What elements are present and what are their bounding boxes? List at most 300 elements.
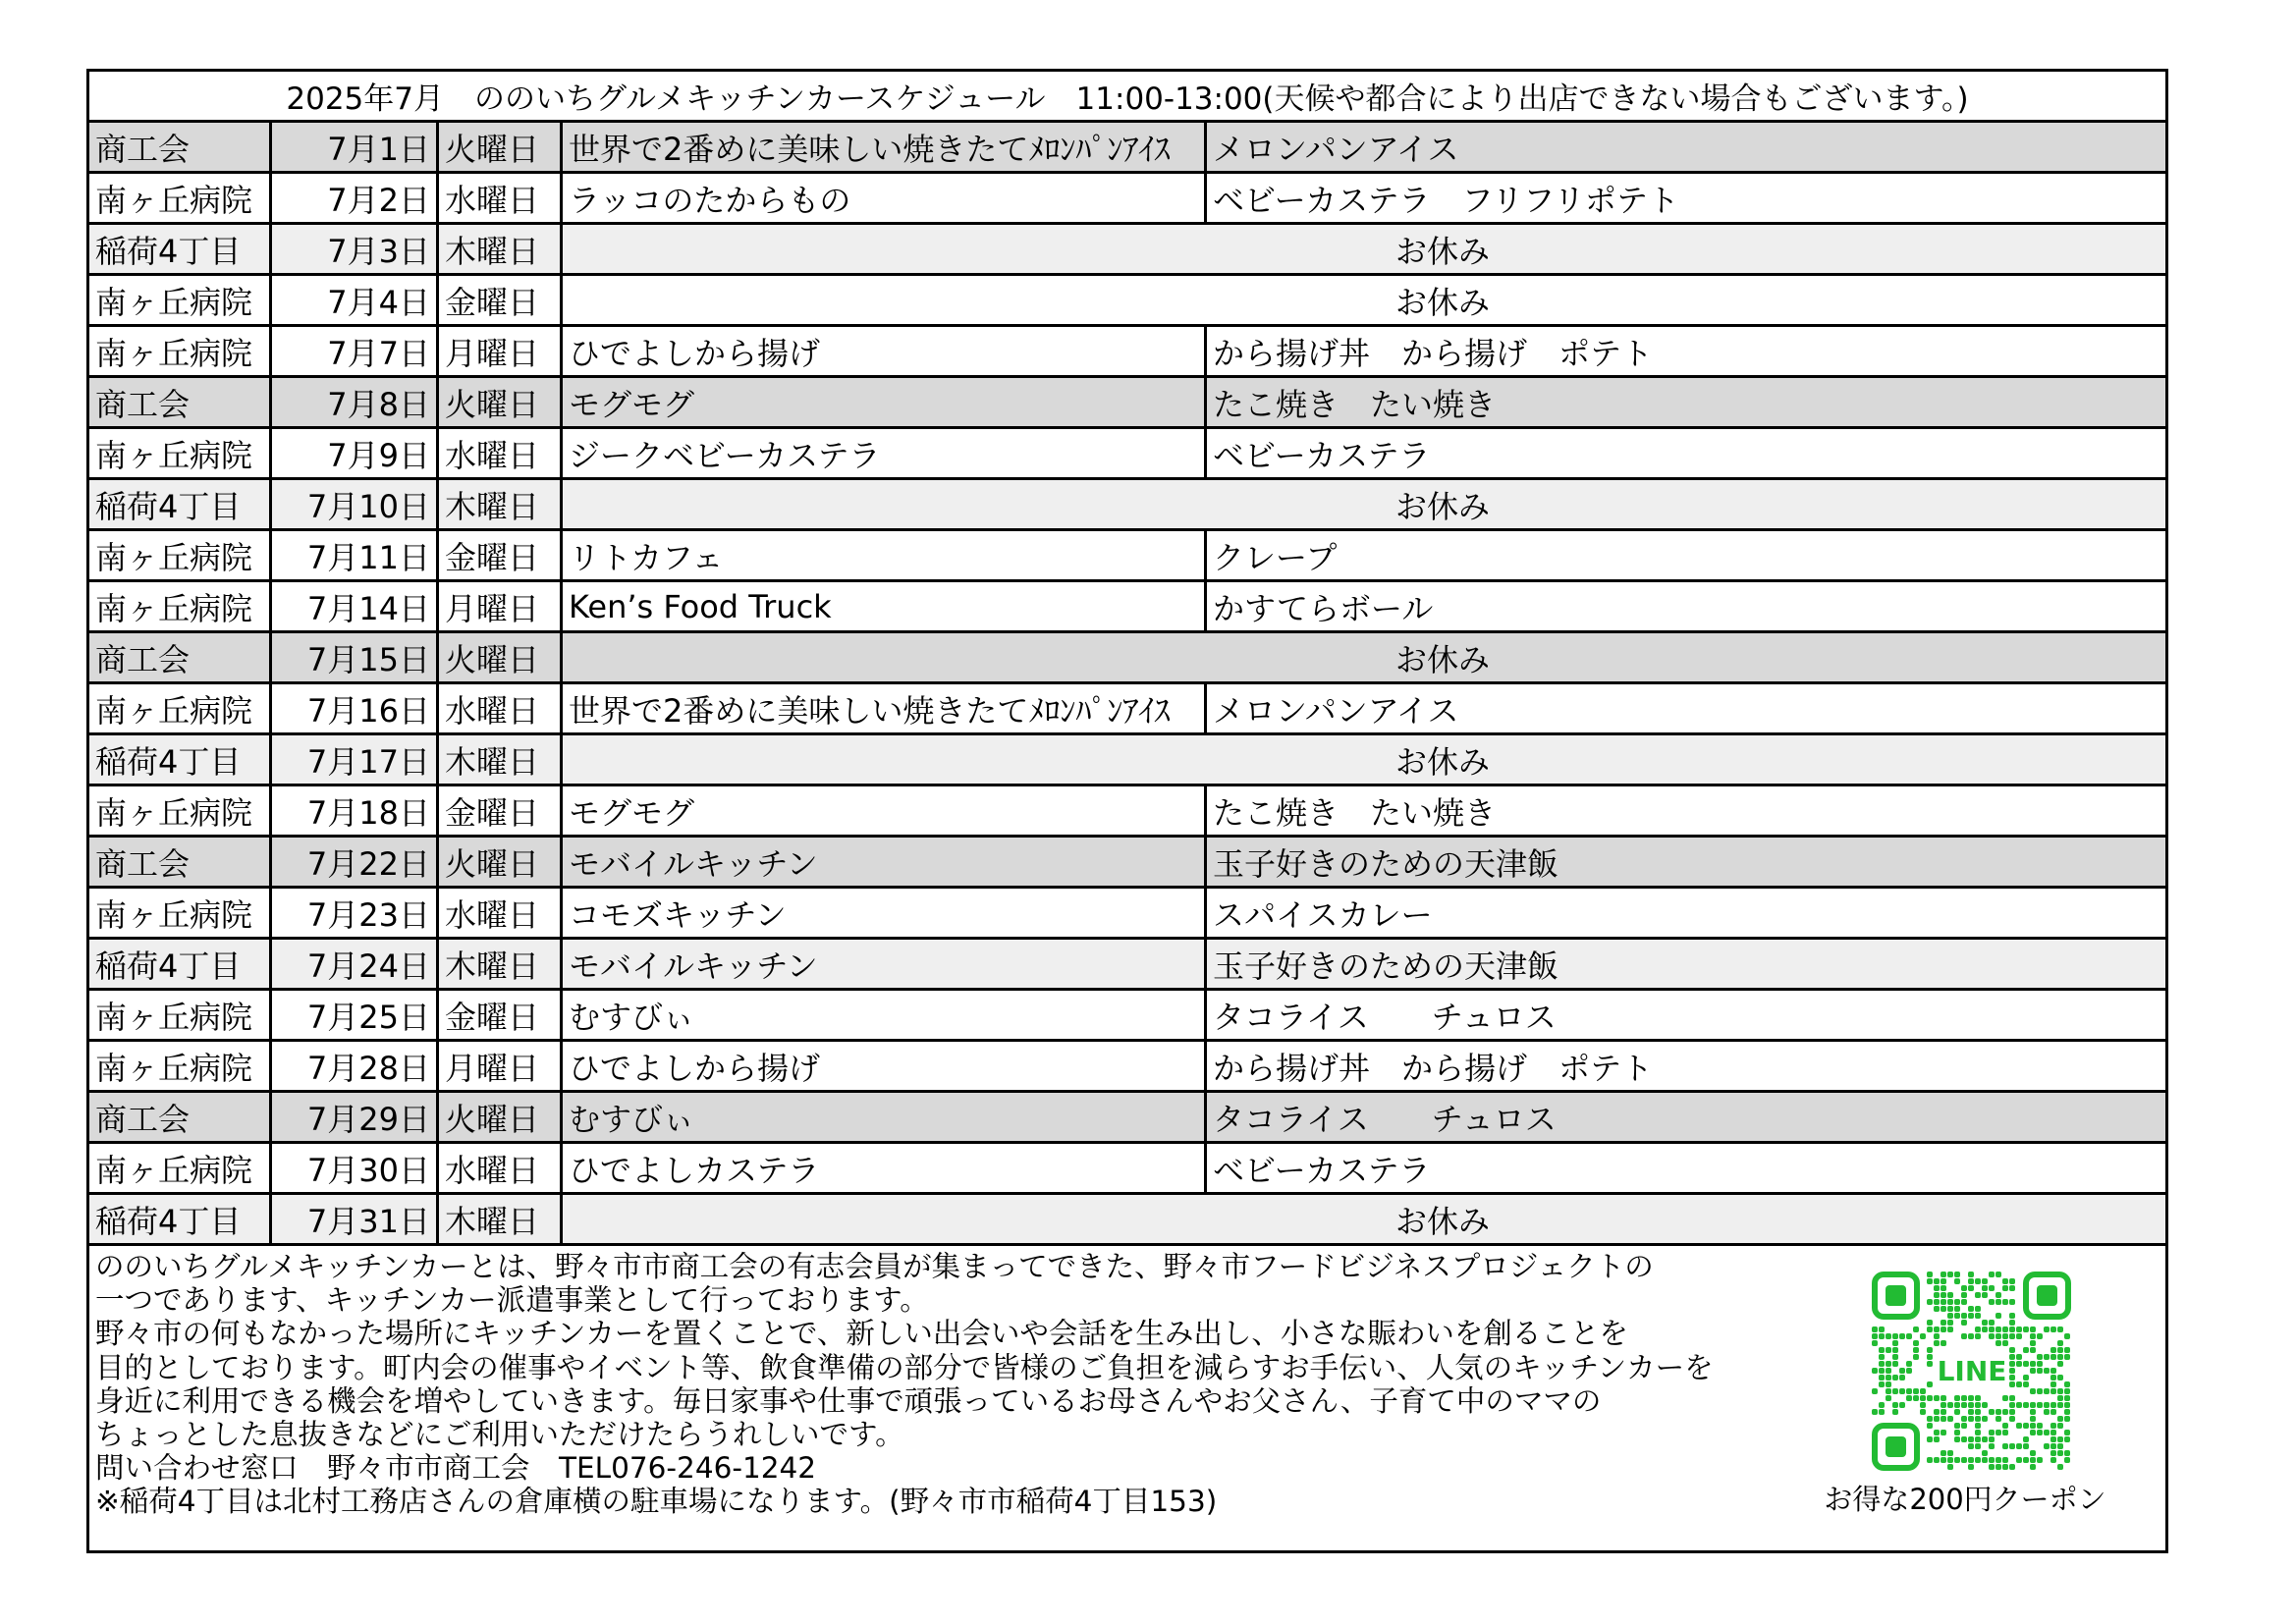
vendor-cell: リトカフェ [563, 531, 1207, 579]
qr-module [1989, 1464, 1995, 1470]
qr-module [2002, 1278, 2008, 1284]
qr-module [1886, 1375, 1891, 1380]
vendor-cell: Ken’s Food Truck [563, 582, 1207, 630]
date-cell: 7月30日 [272, 1144, 439, 1192]
qr-module [2050, 1381, 2056, 1387]
table-row [89, 684, 2165, 735]
qr-module [1927, 1326, 1933, 1332]
weekday-cell: 水曜日 [439, 889, 563, 937]
qr-finder-center [1886, 1436, 1906, 1457]
date-cell: 7月24日 [272, 940, 439, 988]
qr-module [1872, 1340, 1878, 1346]
location-cell: 稲荷4丁目 [89, 225, 272, 273]
qr-module [1934, 1306, 1940, 1312]
date-cell: 7月29日 [272, 1093, 439, 1141]
qr-module [1982, 1326, 1988, 1332]
qr-module [1886, 1361, 1891, 1367]
qr-module [1975, 1430, 1981, 1435]
menu-cell: 玉子好きのための天津飯 [1213, 947, 1559, 985]
qr-module [2002, 1430, 2008, 1435]
qr-module [1954, 1272, 1960, 1277]
qr-module [2023, 1457, 2029, 1463]
qr-module [1913, 1354, 1919, 1360]
vendor-cell: ひでよしから揚げ [563, 1042, 1207, 1090]
vendor-cell: モグモグ [563, 378, 1207, 426]
qr-module [1975, 1443, 1981, 1449]
qr-module [1879, 1375, 1885, 1380]
qr-module [2057, 1354, 2063, 1360]
qr-module [1934, 1416, 1940, 1422]
qr-module [2030, 1464, 2036, 1470]
qr-module [1927, 1416, 1933, 1422]
qr-module [1982, 1292, 1988, 1298]
qr-module [2064, 1409, 2070, 1415]
qr-module [2009, 1464, 2015, 1470]
qr-module [2057, 1464, 2063, 1470]
qr-module [2009, 1395, 2015, 1401]
page-title: 2025年7月 ののいちグルメキッチンカースケジュール 11:00-13:00(天候や都合により出店できない場合もございます。) [89, 72, 2165, 123]
qr-module [2009, 1333, 2015, 1339]
qr-module [1934, 1285, 1940, 1291]
qr-module [2009, 1354, 2015, 1360]
qr-module [2030, 1430, 2036, 1435]
qr-module [1982, 1285, 1988, 1291]
qr-module [1941, 1306, 1946, 1312]
qr-module [1934, 1333, 1940, 1339]
qr-module [1886, 1388, 1891, 1394]
table-row [89, 991, 2165, 1042]
menu-cell: たこ焼き たい焼き [1213, 793, 1497, 832]
qr-module [2044, 1443, 2050, 1449]
qr-module [2044, 1402, 2050, 1408]
qr-module [2009, 1361, 2015, 1367]
qr-module [2030, 1388, 2036, 1394]
qr-module [1995, 1326, 2001, 1332]
weekday-cell: 水曜日 [439, 174, 563, 222]
table-row [89, 633, 2165, 684]
address-note: ※稲荷4丁目は北村工務店さんの倉庫横の駐車場になります。(野々市市稲荷4丁目153) [95, 1485, 1218, 1519]
qr-module [1892, 1409, 1898, 1415]
qr-module [2002, 1285, 2008, 1291]
weekday-cell: 水曜日 [439, 429, 563, 477]
qr-module [1892, 1340, 1898, 1346]
qr-module [2050, 1436, 2056, 1442]
qr-module [1927, 1381, 1933, 1387]
qr-module [2057, 1423, 2063, 1429]
qr-module [1941, 1299, 1946, 1305]
table-row [89, 940, 2165, 991]
qr-module [1968, 1416, 1974, 1422]
qr-module [1886, 1347, 1891, 1353]
qr-module [1879, 1361, 1885, 1367]
qr-module [2037, 1388, 2043, 1394]
closed-cell: お休み [563, 276, 2165, 324]
qr-module [1892, 1402, 1898, 1408]
qr-module [2002, 1333, 2008, 1339]
qr-finder-center [1886, 1285, 1906, 1306]
qr-module [1934, 1340, 1940, 1346]
qr-module [1872, 1333, 1878, 1339]
qr-module [1954, 1457, 1960, 1463]
description-line: ののいちグルメキッチンカーとは、野々市市商工会の有志会員が集まってできた、野々市フードビジネスプロジェクトの [95, 1250, 1654, 1283]
qr-module [1899, 1333, 1905, 1339]
qr-module [1920, 1388, 1926, 1394]
qr-module [1961, 1423, 1967, 1429]
qr-module [1934, 1278, 1940, 1284]
qr-module [1975, 1333, 1981, 1339]
qr-module [1968, 1313, 1974, 1319]
qr-module [2002, 1326, 2008, 1332]
table-row [89, 1093, 2165, 1144]
qr-module [1906, 1333, 1912, 1339]
qr-module [1995, 1292, 2001, 1298]
qr-module [1927, 1272, 1933, 1277]
location-cell: 稲荷4丁目 [89, 1195, 272, 1243]
menu-cell: から揚げ丼 から揚げ ポテト [1213, 1049, 1654, 1087]
qr-module [2064, 1450, 2070, 1456]
qr-module [1982, 1450, 1988, 1456]
qr-module [2016, 1402, 2022, 1408]
qr-module [2037, 1354, 2043, 1360]
date-cell: 7月18日 [272, 786, 439, 835]
qr-module [2057, 1340, 2063, 1346]
qr-module [1899, 1388, 1905, 1394]
qr-module [1927, 1320, 1933, 1326]
qr-module [1954, 1436, 1960, 1442]
qr-module [1975, 1395, 1981, 1401]
weekday-cell: 金曜日 [439, 531, 563, 579]
qr-module [1982, 1402, 1988, 1408]
qr-module [2050, 1457, 2056, 1463]
weekday-cell: 金曜日 [439, 276, 563, 324]
qr-module [2044, 1368, 2050, 1374]
location-cell: 商工会 [89, 123, 272, 171]
weekday-cell: 木曜日 [439, 940, 563, 988]
location-cell: 南ヶ丘病院 [89, 786, 272, 835]
qr-module [2016, 1423, 2022, 1429]
qr-module [1982, 1457, 1988, 1463]
vendor-cell: ひでよしから揚げ [563, 327, 1207, 375]
location-cell: 南ヶ丘病院 [89, 991, 272, 1039]
qr-module [1995, 1464, 2001, 1470]
qr-module [2009, 1313, 2015, 1319]
location-cell: 稲荷4丁目 [89, 480, 272, 528]
qr-module [1982, 1416, 1988, 1422]
qr-module [1961, 1320, 1967, 1326]
qr-module [2030, 1457, 2036, 1463]
weekday-cell: 木曜日 [439, 735, 563, 784]
qr-module [1941, 1292, 1946, 1298]
qr-module [2009, 1402, 2015, 1408]
qr-module [2050, 1423, 2056, 1429]
table-row [89, 582, 2165, 633]
qr-module [1892, 1361, 1898, 1367]
qr-module [1947, 1464, 1953, 1470]
location-cell: 南ヶ丘病院 [89, 1144, 272, 1192]
qr-module [1927, 1361, 1933, 1367]
qr-module [1899, 1402, 1905, 1408]
qr-module [1913, 1395, 1919, 1401]
qr-module [2002, 1457, 2008, 1463]
date-cell: 7月11日 [272, 531, 439, 579]
qr-module [1989, 1443, 1995, 1449]
qr-module [1954, 1409, 1960, 1415]
qr-module [1872, 1388, 1878, 1394]
vendor-cell: コモズキッチン [563, 889, 1207, 937]
qr-module [2050, 1450, 2056, 1456]
schedule-table [89, 123, 2165, 1246]
weekday-cell: 月曜日 [439, 1042, 563, 1090]
description-line: 野々市の何もなかった場所にキッチンカーを置くことで、新しい出会いや会話を生み出し、小さな賑わいを創ることを [95, 1317, 1628, 1351]
qr-module [1947, 1320, 1953, 1326]
vendor-cell: 世界で2番めに美味しい焼きたてﾒﾛﾝﾊﾟﾝｱｲｽ [563, 684, 1207, 732]
table-row [89, 1144, 2165, 1195]
vendor-cell: モグモグ [563, 786, 1207, 835]
qr-module [1968, 1457, 1974, 1463]
qr-module [1920, 1402, 1926, 1408]
contact-line: 問い合わせ窓口 野々市市商工会 TEL076-246-1242 [95, 1451, 817, 1486]
qr-module [1913, 1340, 1919, 1346]
qr-module [1968, 1443, 1974, 1449]
weekday-cell: 木曜日 [439, 1195, 563, 1243]
qr-module [1982, 1278, 1988, 1284]
qr-module [1961, 1416, 1967, 1422]
qr-module [1975, 1416, 1981, 1422]
qr-module [2023, 1443, 2029, 1449]
qr-module [2050, 1443, 2056, 1449]
qr-module [1927, 1347, 1933, 1353]
qr-module [2037, 1368, 2043, 1374]
table-row [89, 276, 2165, 327]
qr-module [1879, 1354, 1885, 1360]
qr-module [2002, 1395, 2008, 1401]
menu-cell: ベビーカステラ [1213, 436, 1431, 474]
closed-cell: お休み [563, 633, 2165, 681]
qr-module [1927, 1457, 1933, 1463]
qr-module [1947, 1313, 1953, 1319]
qr-module [2016, 1326, 2022, 1332]
qr-module [2064, 1457, 2070, 1463]
qr-module [2050, 1375, 2056, 1380]
qr-module [1934, 1299, 1940, 1305]
qr-module [2030, 1423, 2036, 1429]
qr-module [1989, 1333, 1995, 1339]
qr-module [1927, 1395, 1933, 1401]
location-cell: 南ヶ丘病院 [89, 684, 272, 732]
qr-module [2050, 1409, 2056, 1415]
qr-module [1982, 1436, 1988, 1442]
qr-module [2023, 1326, 2029, 1332]
qr-module [1995, 1272, 2001, 1277]
qr-module [1947, 1450, 1953, 1456]
qr-module [1899, 1368, 1905, 1374]
qr-module [2064, 1388, 2070, 1394]
qr-module [2023, 1423, 2029, 1429]
qr-module [1941, 1326, 1946, 1332]
location-cell: 南ヶ丘病院 [89, 276, 272, 324]
qr-module [1879, 1347, 1885, 1353]
qr-module [2009, 1285, 2015, 1291]
qr-module [1989, 1430, 1995, 1435]
line-logo-text: LINE [1937, 1355, 2007, 1387]
qr-module [1941, 1340, 1946, 1346]
qr-module [2002, 1464, 2008, 1470]
table-row [89, 838, 2165, 889]
qr-module [1961, 1436, 1967, 1442]
qr-module [1954, 1402, 1960, 1408]
qr-module [1975, 1306, 1981, 1312]
qr-module [1995, 1313, 2001, 1319]
table-row [89, 531, 2165, 582]
table-row [89, 429, 2165, 480]
weekday-cell: 火曜日 [439, 1093, 563, 1141]
qr-module [1886, 1368, 1891, 1374]
qr-module [2050, 1388, 2056, 1394]
date-cell: 7月1日 [272, 123, 439, 171]
qr-module [2009, 1278, 2015, 1284]
qr-module [1968, 1402, 1974, 1408]
qr-module [2030, 1361, 2036, 1367]
weekday-cell: 木曜日 [439, 480, 563, 528]
qr-module [1934, 1395, 1940, 1401]
menu-cell: たこ焼き たい焼き [1207, 378, 2165, 426]
qr-module [1995, 1299, 2001, 1305]
qr-module [2064, 1333, 2070, 1339]
qr-module [2030, 1326, 2036, 1332]
qr-module [1941, 1320, 1946, 1326]
footer-section [89, 1248, 2165, 1550]
qr-module [1913, 1388, 1919, 1394]
vendor-cell: ラッコのたからもの [563, 174, 1207, 222]
qr-module [1954, 1423, 1960, 1429]
qr-module [1947, 1299, 1953, 1305]
qr-module [1968, 1272, 1974, 1277]
vendor-cell: 世界で2番めに美味しい焼きたてﾒﾛﾝﾊﾟﾝｱｲｽ [563, 123, 1207, 171]
qr-module [1968, 1395, 1974, 1401]
qr-module [2037, 1457, 2043, 1463]
weekday-cell: 水曜日 [439, 1144, 563, 1192]
qr-module [2057, 1347, 2063, 1353]
weekday-cell: 月曜日 [439, 582, 563, 630]
qr-module [2057, 1326, 2063, 1332]
date-cell: 7月10日 [272, 480, 439, 528]
qr-module [2023, 1402, 2029, 1408]
qr-module [1941, 1450, 1946, 1456]
qr-module [1975, 1402, 1981, 1408]
qr-module [2064, 1430, 2070, 1435]
closed-cell: お休み [563, 735, 2165, 784]
table-row [89, 123, 2165, 174]
qr-module [1975, 1326, 1981, 1332]
qr-module [2016, 1354, 2022, 1360]
qr-module [2057, 1375, 2063, 1380]
weekday-cell: 月曜日 [439, 327, 563, 375]
qr-module [1968, 1278, 1974, 1284]
qr-module [1961, 1292, 1967, 1298]
qr-module [1934, 1457, 1940, 1463]
qr-module [2009, 1409, 2015, 1415]
qr-module [1954, 1395, 1960, 1401]
closed-cell: お休み [563, 480, 2165, 528]
qr-module [1927, 1278, 1933, 1284]
qr-module [2057, 1436, 2063, 1442]
qr-module [1989, 1409, 1995, 1415]
qr-module [2044, 1409, 2050, 1415]
qr-module [1961, 1285, 1967, 1291]
closed-cell: お休み [563, 1195, 2165, 1243]
qr-module [1886, 1333, 1891, 1339]
qr-module [2030, 1416, 2036, 1422]
qr-module [1989, 1272, 1995, 1277]
table-row [89, 174, 2165, 225]
qr-module [1995, 1340, 2001, 1346]
qr-module [2023, 1361, 2029, 1367]
closed-cell: お休み [563, 225, 2165, 273]
qr-module [2009, 1381, 2015, 1387]
qr-module [2009, 1416, 2015, 1422]
location-cell: 商工会 [89, 633, 272, 681]
qr-module [1934, 1292, 1940, 1298]
qr-module [1879, 1368, 1885, 1374]
qr-module [2064, 1354, 2070, 1360]
qr-module [1941, 1285, 1946, 1291]
qr-module [1886, 1395, 1891, 1401]
qr-module [2037, 1333, 2043, 1339]
qr-module [1947, 1402, 1953, 1408]
qr-module [2016, 1333, 2022, 1339]
qr-module [1961, 1299, 1967, 1305]
location-cell: 商工会 [89, 1093, 272, 1141]
weekday-cell: 金曜日 [439, 991, 563, 1039]
weekday-cell: 火曜日 [439, 633, 563, 681]
qr-module [2009, 1326, 2015, 1332]
table-row [89, 378, 2165, 429]
qr-module [1947, 1326, 1953, 1332]
weekday-cell: 火曜日 [439, 123, 563, 171]
qr-module [1892, 1388, 1898, 1394]
qr-module [1941, 1395, 1946, 1401]
qr-module [1995, 1430, 2001, 1435]
qr-module [2064, 1381, 2070, 1387]
date-cell: 7月15日 [272, 633, 439, 681]
qr-module [1906, 1368, 1912, 1374]
date-cell: 7月25日 [272, 991, 439, 1039]
qr-module [1906, 1395, 1912, 1401]
line-qr-code[interactable] [1872, 1272, 2072, 1472]
qr-module [1989, 1320, 1995, 1326]
qr-module [1913, 1326, 1919, 1332]
qr-module [2009, 1320, 2015, 1326]
qr-module [1886, 1381, 1891, 1387]
qr-module [1899, 1375, 1905, 1380]
description-line: 一つであります、キッチンカー派遣事業として行っております。 [95, 1283, 929, 1318]
qr-module [1941, 1409, 1946, 1415]
qr-module [2016, 1381, 2022, 1387]
qr-module [1961, 1313, 1967, 1319]
qr-module [1982, 1320, 1988, 1326]
date-cell: 7月16日 [272, 684, 439, 732]
weekday-cell: 金曜日 [439, 786, 563, 835]
qr-module [2030, 1368, 2036, 1374]
qr-module [1934, 1430, 1940, 1435]
qr-module [1968, 1285, 1974, 1291]
qr-module [2050, 1430, 2056, 1435]
qr-module [2057, 1450, 2063, 1456]
qr-module [1879, 1409, 1885, 1415]
qr-module [2009, 1299, 2015, 1305]
qr-module [1947, 1292, 1953, 1298]
qr-module [1989, 1436, 1995, 1442]
